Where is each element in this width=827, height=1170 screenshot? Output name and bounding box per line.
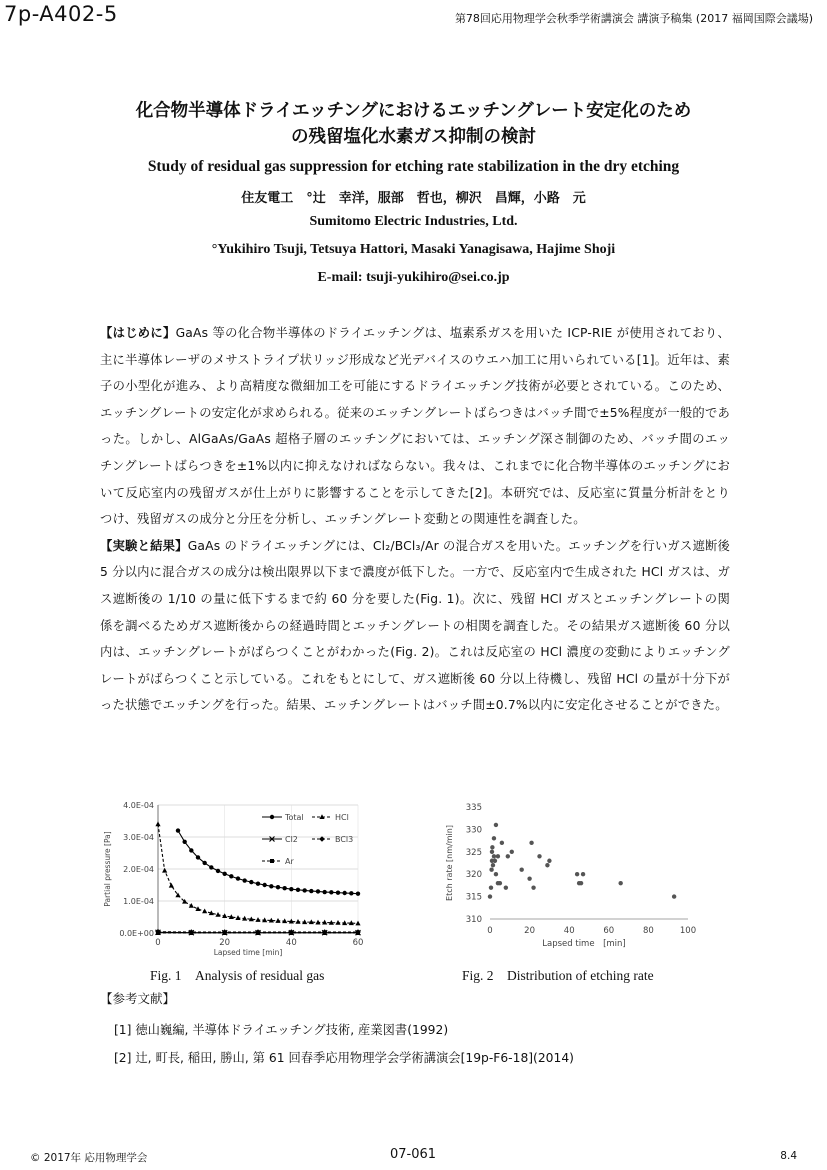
point-total [289, 887, 293, 891]
scatter-point [491, 863, 495, 867]
scatter-point [506, 854, 510, 858]
y-tick-label: 325 [465, 847, 482, 858]
scatter-point [492, 836, 496, 840]
scatter-point [490, 850, 494, 854]
x-tick-label: 0 [155, 938, 161, 948]
point-total [209, 865, 213, 869]
scatter-point [575, 872, 579, 876]
page-number: 07-061 [390, 1147, 437, 1162]
legend-label-bcl3: BCl3 [335, 835, 354, 844]
point-hcl [169, 883, 174, 888]
scatter-point [494, 872, 498, 876]
title-ja-line2: の残留塩化水素ガス抑制の検討 [291, 127, 536, 147]
x-tick-label: 20 [524, 926, 536, 936]
y-tick-label: 315 [465, 892, 482, 903]
body-text [100, 320, 730, 719]
scatter-point [489, 885, 493, 889]
point-total [189, 848, 193, 852]
point-hcl [235, 915, 240, 920]
point-total [329, 890, 333, 894]
legend-label-ar: Ar [285, 857, 294, 866]
point-total [276, 885, 280, 889]
point-total [296, 888, 300, 892]
scatter-point [519, 868, 523, 872]
intro-paragraph [100, 320, 730, 533]
point-total [182, 840, 186, 844]
point-ar [323, 931, 327, 935]
scatter-point [492, 854, 496, 858]
scatter-point [529, 841, 533, 845]
point-total [242, 878, 246, 882]
point-total [336, 890, 340, 894]
y-tick-label: 3.0E-04 [123, 833, 154, 842]
legend-label-total: Total [285, 813, 304, 822]
affiliation-english: Sumitomo Electric Industries, Ltd. [309, 214, 518, 229]
x-tick-label: 80 [642, 926, 654, 936]
x-tick-label: 20 [219, 938, 231, 948]
legend-label-cl2: Cl2 [285, 835, 298, 844]
scatter-point [496, 854, 500, 858]
point-total [256, 882, 260, 886]
point-ar [289, 931, 293, 935]
point-total [316, 889, 320, 893]
scatter-point [579, 881, 583, 885]
scatter-point [618, 881, 622, 885]
results-label: 【実験と結果】 [100, 538, 188, 553]
legend-marker-ar [270, 859, 274, 863]
scatter-point [494, 823, 498, 827]
point-total [216, 869, 220, 873]
authors-japanese: 住友電工 °辻 幸洋，服部 哲也，柳沢 昌輝，小路 元 [241, 191, 586, 206]
conference-header: 第78回応用物理学会秋季学術講演会 講演予稿集 (2017 福岡国際会議場) [454, 12, 813, 25]
x-axis-label: Lapsed time [min] [542, 939, 626, 949]
x-tick-label: 40 [563, 926, 575, 936]
title-english: Study of residual gas suppression for etching rate stabilization in the dry etching [147, 158, 680, 175]
x-tick-label: 0 [487, 926, 493, 936]
x-tick-label: 60 [603, 926, 615, 936]
results-paragraph [100, 533, 730, 719]
scatter-point [498, 881, 502, 885]
paper-id: 7p-A402-5 [4, 2, 118, 26]
references-heading: 【参考文献】 [100, 991, 176, 1006]
y-tick-label: 0.0E+00 [119, 929, 154, 938]
y-tick-label: 2.0E-04 [123, 865, 154, 874]
y-tick-label: 4.0E-04 [123, 801, 154, 810]
reference-2: [2] 辻, 町長, 稲田, 勝山, 第 61 回春季応用物理学会学術講演会[19p-F6-18](2014) [114, 1051, 574, 1065]
point-total [222, 872, 226, 876]
point-hcl [155, 821, 160, 826]
scatter-point [672, 894, 676, 898]
legend-label-hcl: HCl [335, 813, 349, 822]
point-total [322, 890, 326, 894]
point-total [349, 891, 353, 895]
authors-english: °Yukihiro Tsuji, Tetsuya Hattori, Masaki Yanagisawa, Hajime Shoji [211, 242, 616, 257]
y-tick-label: 310 [465, 915, 482, 925]
point-total [309, 889, 313, 893]
point-ar [223, 931, 227, 935]
copyright: © 2017年 応用物理学会 [30, 1152, 148, 1164]
scatter-point [488, 894, 492, 898]
reference-1: [1] 徳山巍編, 半導体ドライエッチング技術, 産業図書(1992) [114, 1023, 449, 1037]
x-tick-label: 100 [679, 926, 697, 936]
x-tick-label: 40 [285, 938, 297, 948]
figure-2-caption: Fig. 2 Distribution of etching rate [462, 968, 654, 983]
scatter-point [490, 845, 494, 849]
point-total [202, 861, 206, 865]
y-axis-label: Etch rate [nm/min] [445, 825, 454, 901]
title-ja-line1: 化合物半導体ドライエッチングにおけるエッチングレート安定化のため [135, 101, 692, 121]
scatter-point [510, 850, 514, 854]
point-total [176, 828, 180, 832]
point-total [342, 891, 346, 895]
y-tick-label: 1.0E-04 [123, 897, 154, 906]
point-total [269, 884, 273, 888]
intro-text: GaAs 等の化合物半導体のドライエッチングは、塩素系ガスを用いた ICP-RIE が使用されており、主に半導体レーザのメサストライプ状リッジ形成など光デバイスのウエハ加工に用いられている[1]。近年は、素子の小型化が進み、より高精度な微細加工を可能にするドライエッチング技術が必要とされている。このため、エッチングレートの安定化が求められる。従来のエッチングレートばらつきはバッチ間で±5%程度が一般的であった。しかし、AlGaAs/GaAs 超格子層のエッチングにおいては、エッチング深さ制御のため、バッチ間のエッチングレートばらつきを±1%以内に抑えなければならない。我々は、これまでに化合物半導体のエッチングにおいて反応室内の残留ガスが仕上がりに影響することを示してきた[2]。本研究では、反応室に質量分析計をとりつけ、残留ガスの成分と分圧を分析し、エッチングレート変動との関連性を調査した。 [100, 326, 730, 527]
scatter-point [500, 841, 504, 845]
point-total [236, 876, 240, 880]
point-ar [189, 931, 193, 935]
y-tick-label: 320 [465, 870, 482, 881]
point-total [196, 855, 200, 859]
point-total [249, 880, 253, 884]
y-tick-label: 335 [465, 803, 482, 813]
point-total [356, 891, 360, 895]
results-text: GaAs のドライエッチングには、Cl₂/BCl₃/Ar の混合ガスを用いた。エッチングを行いガス遮断後 5 分以内に混合ガスの成分は検出限界以下まで濃度が低下した。一方で、反応室内で生成された HCl ガスは、ガス遮断後の 1/10 の量に低下するまで約 60 分を要した(Fig. 1)。次に、残留 HCl ガスとエッチングレートの関係を調べるためガス遮断後からの経過時間とエッチングレートの相関を調査した。その結果ガス遮断後 60 分以内は、エッチングレートがばらつくことがわかった(Fig. 2)。これは反応室の HCl 濃度の変動によりエッチングレートがばらつくこと示している。これをもとにして、ガス遮断後 60 分以上待機し、残留 HCl の量が十分下がった状態でエッチングを行った。結果、エッチングレートはバッチ間±0.7%以内に安定化させることができた。 [100, 538, 730, 713]
point-total [302, 888, 306, 892]
x-axis-label: Lapsed time [min] [213, 948, 283, 957]
scatter-point [537, 854, 541, 858]
point-hcl [355, 921, 360, 926]
point-hcl [189, 903, 194, 908]
y-tick-label: 330 [465, 825, 482, 836]
point-hcl [215, 912, 220, 917]
scatter-point [527, 876, 531, 880]
point-hcl [162, 868, 167, 873]
scatter-point [489, 868, 493, 872]
point-total [229, 874, 233, 878]
title-japanese [60, 98, 767, 150]
email-address: E-mail: tsuji-yukihiro@sei.co.jp [317, 270, 510, 285]
scatter-point [545, 863, 549, 867]
point-ar [256, 931, 260, 935]
scatter-point [547, 859, 551, 863]
intro-label: 【はじめに】 [100, 326, 176, 340]
figure-1-chart [100, 797, 370, 962]
section-code: 8.4 [780, 1150, 797, 1162]
x-tick-label: 60 [352, 938, 364, 948]
point-total [282, 886, 286, 890]
point-total [262, 883, 266, 887]
figure-1-caption: Fig. 1 Analysis of residual gas [150, 968, 325, 983]
point-ar [356, 931, 360, 935]
point-hcl [202, 908, 207, 913]
scatter-point [504, 885, 508, 889]
figure-2-chart [440, 797, 700, 952]
y-axis-label: Partial pressure [Pa] [103, 831, 112, 907]
point-ar [156, 931, 160, 935]
legend-marker-total [270, 815, 274, 819]
scatter-point [493, 859, 497, 863]
scatter-point [531, 885, 535, 889]
scatter-point [581, 872, 585, 876]
